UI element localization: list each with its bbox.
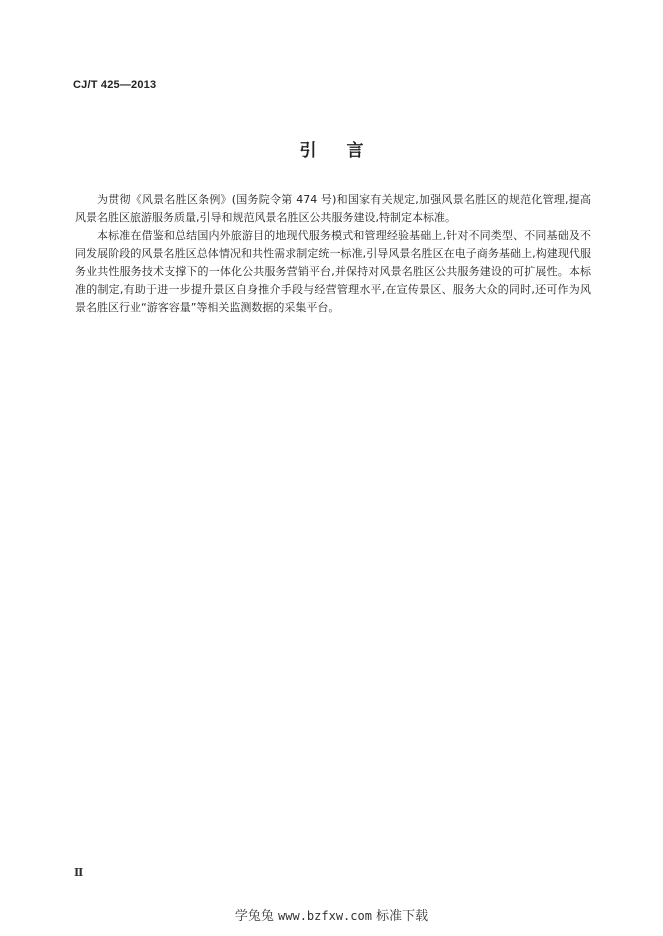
watermark-suffix: 标准下载 [376, 909, 429, 924]
download-watermark [0, 905, 663, 924]
page-number: Ⅱ [74, 866, 84, 879]
section-title: 引言 [299, 141, 394, 161]
body-text [75, 191, 591, 317]
watermark-url: www.bzfxw.com [278, 909, 372, 923]
standard-code: CJ/T 425—2013 [73, 79, 157, 91]
paragraph-scope: 本标准在借鉴和总结国内外旅游目的地现代服务模式和管理经验基础上,针对不同类型、不同基础及不同发展阶段的风景名胜区总体情况和共性需求制定统一标准,引导风景名胜区在电子商务基础上,构建现代服务业共性服务技术支撑下的一体化公共服务营销平台,并保持对风景名胜区公共服务建设的可扩展性。本标准的制定,有助于进一步提升景区自身推介手段与经营管理水平,在宣传景区、服务大众的同时,还可作为风景名胜区行业“游客容量”等相关监测数据的采集平台。 [75, 229, 591, 314]
paragraph-purpose: 为贯彻《风景名胜区条例》(国务院令第 474 号)和国家有关规定,加强风景名胜区的规范化管理,提高风景名胜区旅游服务质量,引导和规范风景名胜区公共服务建设,特制定本标准。 [75, 193, 591, 224]
watermark-prefix: 学兔兔 [234, 909, 274, 924]
